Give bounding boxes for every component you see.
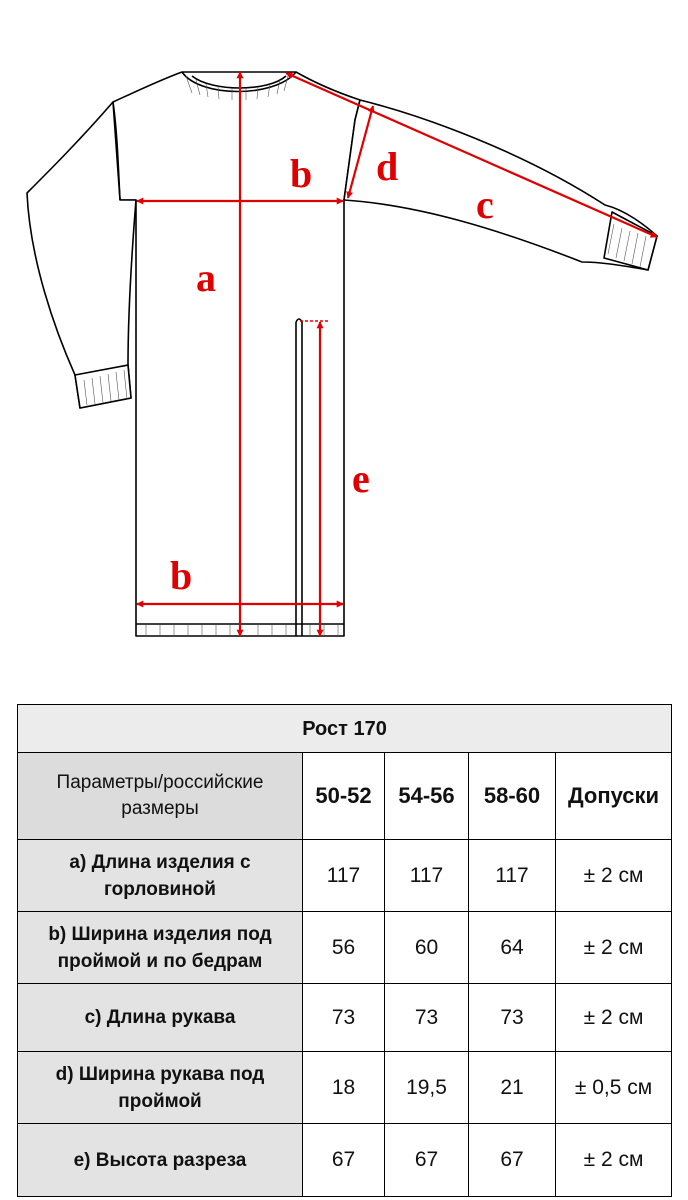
row-label: а) Длина изделия с горловиной <box>18 840 303 912</box>
tolerance-header: Допуски <box>556 753 672 840</box>
row-tolerance: ± 2 см <box>556 912 672 984</box>
label-b-top: b <box>290 151 313 196</box>
label-d: d <box>376 144 399 189</box>
row-tolerance: ± 0,5 см <box>556 1052 672 1124</box>
param-header: Параметры/российские размеры <box>18 753 303 840</box>
row-value: 67 <box>385 1124 469 1197</box>
size-header: 54-56 <box>385 753 469 840</box>
table-row <box>18 984 672 1052</box>
dress-outline <box>27 72 657 636</box>
label-e: e <box>352 456 370 501</box>
label-b-bottom: b <box>170 553 193 598</box>
table-row <box>18 912 672 984</box>
row-value: 21 <box>469 1052 556 1124</box>
table-title: Рост 170 <box>18 705 672 753</box>
row-tolerance: ± 2 см <box>556 984 672 1052</box>
row-value: 56 <box>303 912 385 984</box>
row-value: 117 <box>385 840 469 912</box>
row-tolerance: ± 2 см <box>556 840 672 912</box>
row-value: 117 <box>469 840 556 912</box>
row-value: 67 <box>303 1124 385 1197</box>
row-label: е) Высота разреза <box>18 1124 303 1197</box>
size-header: 50-52 <box>303 753 385 840</box>
row-value: 64 <box>469 912 556 984</box>
row-value: 73 <box>385 984 469 1052</box>
row-value: 18 <box>303 1052 385 1124</box>
table-row <box>18 1052 672 1124</box>
table-row <box>18 840 672 912</box>
row-label: с) Длина рукава <box>18 984 303 1052</box>
row-label: d) Ширина рукава под проймой <box>18 1052 303 1124</box>
row-value: 67 <box>469 1124 556 1197</box>
table-row <box>18 1124 672 1197</box>
row-tolerance: ± 2 см <box>556 1124 672 1197</box>
row-value: 73 <box>303 984 385 1052</box>
row-value: 60 <box>385 912 469 984</box>
row-value: 73 <box>469 984 556 1052</box>
label-a: a <box>196 255 216 300</box>
row-value: 19,5 <box>385 1052 469 1124</box>
label-c: c <box>476 182 494 227</box>
size-header: 58-60 <box>469 753 556 840</box>
row-value: 117 <box>303 840 385 912</box>
size-chart-table <box>17 704 672 1197</box>
table-title-row <box>18 705 672 753</box>
row-label: b) Ширина изделия под проймой и по бедрам <box>18 912 303 984</box>
table-header-row <box>18 753 672 840</box>
